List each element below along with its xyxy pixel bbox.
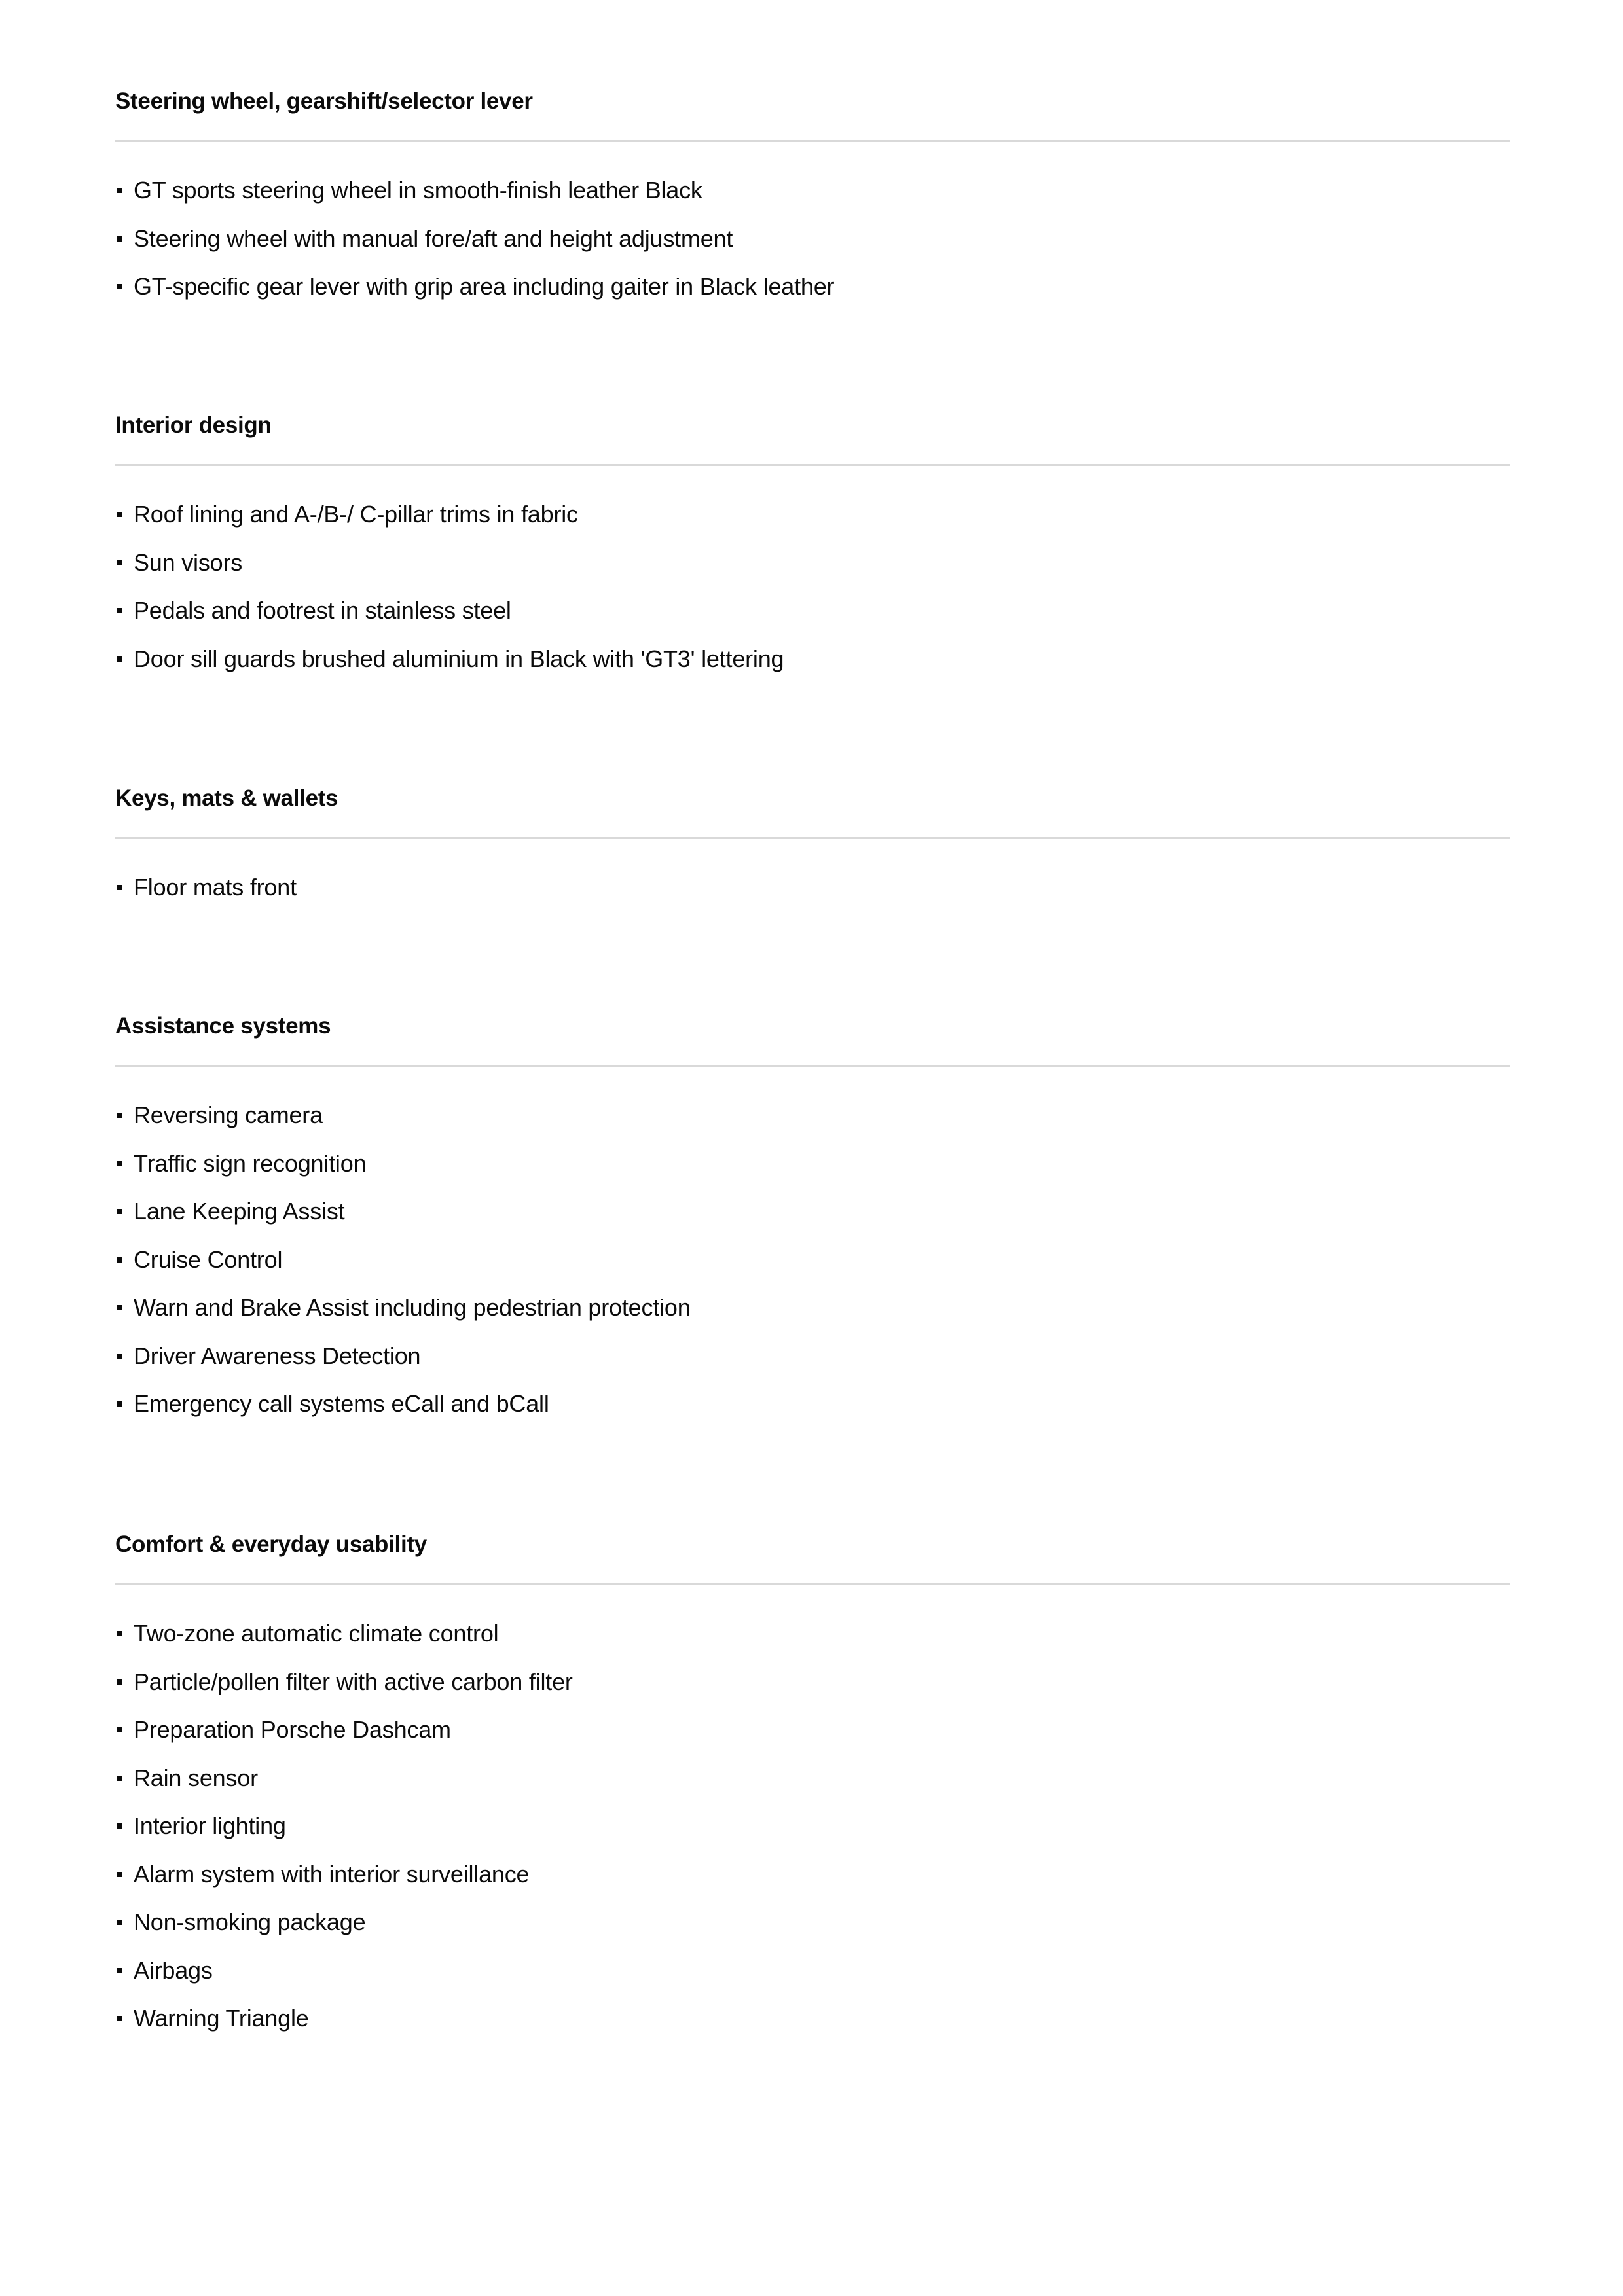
section-divider [115, 464, 1510, 466]
list-item [115, 174, 1510, 207]
list-item [115, 547, 1510, 579]
section-title: Interior design [115, 412, 272, 438]
list-item [115, 1388, 1510, 1420]
square-bullet-icon [117, 1354, 122, 1359]
list-item [115, 1762, 1510, 1795]
section-comfort [115, 1528, 1510, 2051]
section-title: Keys, mats & wallets [115, 785, 338, 811]
list-item-text: Warn and Brake Assist including pedestrian protection [134, 1294, 691, 1321]
feature-list [115, 1099, 1510, 1420]
list-item [115, 871, 1510, 904]
square-bullet-icon [117, 1679, 122, 1685]
list-item-text: Pedals and footrest in stainless steel [134, 597, 511, 624]
section-divider [115, 140, 1510, 142]
section-title: Steering wheel, gearshift/selector lever [115, 88, 533, 114]
square-bullet-icon [117, 1209, 122, 1214]
section-title: Comfort & everyday usability [115, 1532, 427, 1557]
square-bullet-icon [117, 1305, 122, 1310]
list-item-text: GT sports steering wheel in smooth-finish leather Black [134, 177, 702, 204]
square-bullet-icon [117, 188, 122, 193]
square-bullet-icon [117, 885, 122, 890]
list-item-text: GT-specific gear lever with grip area including gaiter in Black leather [134, 273, 835, 300]
section-keys-mats [115, 782, 1510, 920]
feature-list [115, 871, 1510, 904]
square-bullet-icon [117, 1776, 122, 1781]
list-item [115, 1291, 1510, 1324]
feature-list [115, 174, 1510, 303]
square-bullet-icon [117, 1872, 122, 1877]
list-item-text: Reversing camera [134, 1102, 323, 1128]
list-item-text: Warning Triangle [134, 2005, 309, 2032]
feature-list [115, 498, 1510, 675]
list-item-text: Lane Keeping Assist [134, 1198, 345, 1225]
square-bullet-icon [117, 1113, 122, 1118]
square-bullet-icon [117, 236, 122, 242]
list-item-text: Rain sensor [134, 1764, 258, 1791]
square-bullet-icon [117, 608, 122, 613]
list-item [115, 270, 1510, 303]
list-item [115, 1858, 1510, 1891]
list-item-text: Traffic sign recognition [134, 1149, 367, 1177]
square-bullet-icon [117, 656, 122, 662]
list-item [115, 1954, 1510, 1987]
section-divider [115, 837, 1510, 839]
list-item [115, 498, 1510, 531]
section-title: Assistance systems [115, 1013, 331, 1039]
list-item-text: Alarm system with interior surveillance [134, 1860, 530, 1888]
feature-list [115, 1617, 1510, 2035]
square-bullet-icon [117, 560, 122, 565]
square-bullet-icon [117, 284, 122, 289]
list-item [115, 1617, 1510, 1650]
square-bullet-icon [117, 512, 122, 517]
section-divider [115, 1583, 1510, 1585]
list-item-text: Floor mats front [134, 874, 297, 901]
list-item-text: Roof lining and A-/B-/ C-pillar trims in fabric [134, 501, 578, 528]
list-item-text: Cruise Control [134, 1246, 283, 1273]
square-bullet-icon [117, 1920, 122, 1925]
list-item [115, 643, 1510, 675]
list-item [115, 1147, 1510, 1180]
list-item-text: Sun visors [134, 548, 243, 576]
list-item-text: Preparation Porsche Dashcam [134, 1716, 451, 1743]
list-item-text: Non-smoking package [134, 1909, 366, 1935]
section-interior-design [115, 409, 1510, 691]
section-divider [115, 1065, 1510, 1067]
list-item [115, 1340, 1510, 1372]
list-item [115, 2002, 1510, 2035]
list-item [115, 223, 1510, 255]
list-item [115, 1099, 1510, 1132]
square-bullet-icon [117, 2016, 122, 2021]
list-item-text: Steering wheel with manual fore/aft and height adjustment [134, 224, 733, 252]
list-item [115, 1906, 1510, 1939]
list-item-text: Door sill guards brushed aluminium in Black with 'GT3' lettering [134, 645, 784, 672]
list-item-text: Interior lighting [134, 1812, 286, 1839]
square-bullet-icon [117, 1631, 122, 1636]
square-bullet-icon [117, 1968, 122, 1973]
list-item-text: Driver Awareness Detection [134, 1342, 421, 1369]
list-item [115, 1666, 1510, 1698]
square-bullet-icon [117, 1161, 122, 1166]
list-item [115, 1713, 1510, 1746]
list-item-text: Emergency call systems eCall and bCall [134, 1390, 549, 1417]
square-bullet-icon [117, 1257, 122, 1263]
list-item [115, 1244, 1510, 1276]
list-item [115, 1195, 1510, 1228]
list-item [115, 594, 1510, 627]
section-steering [115, 85, 1510, 319]
list-item-text: Particle/pollen filter with active carbon filter [134, 1668, 573, 1695]
square-bullet-icon [117, 1823, 122, 1829]
list-item-text: Airbags [134, 1956, 213, 1984]
list-item-text: Two-zone automatic climate control [134, 1620, 499, 1647]
list-item [115, 1810, 1510, 1842]
square-bullet-icon [117, 1727, 122, 1732]
section-assistance [115, 1010, 1510, 1436]
square-bullet-icon [117, 1401, 122, 1407]
